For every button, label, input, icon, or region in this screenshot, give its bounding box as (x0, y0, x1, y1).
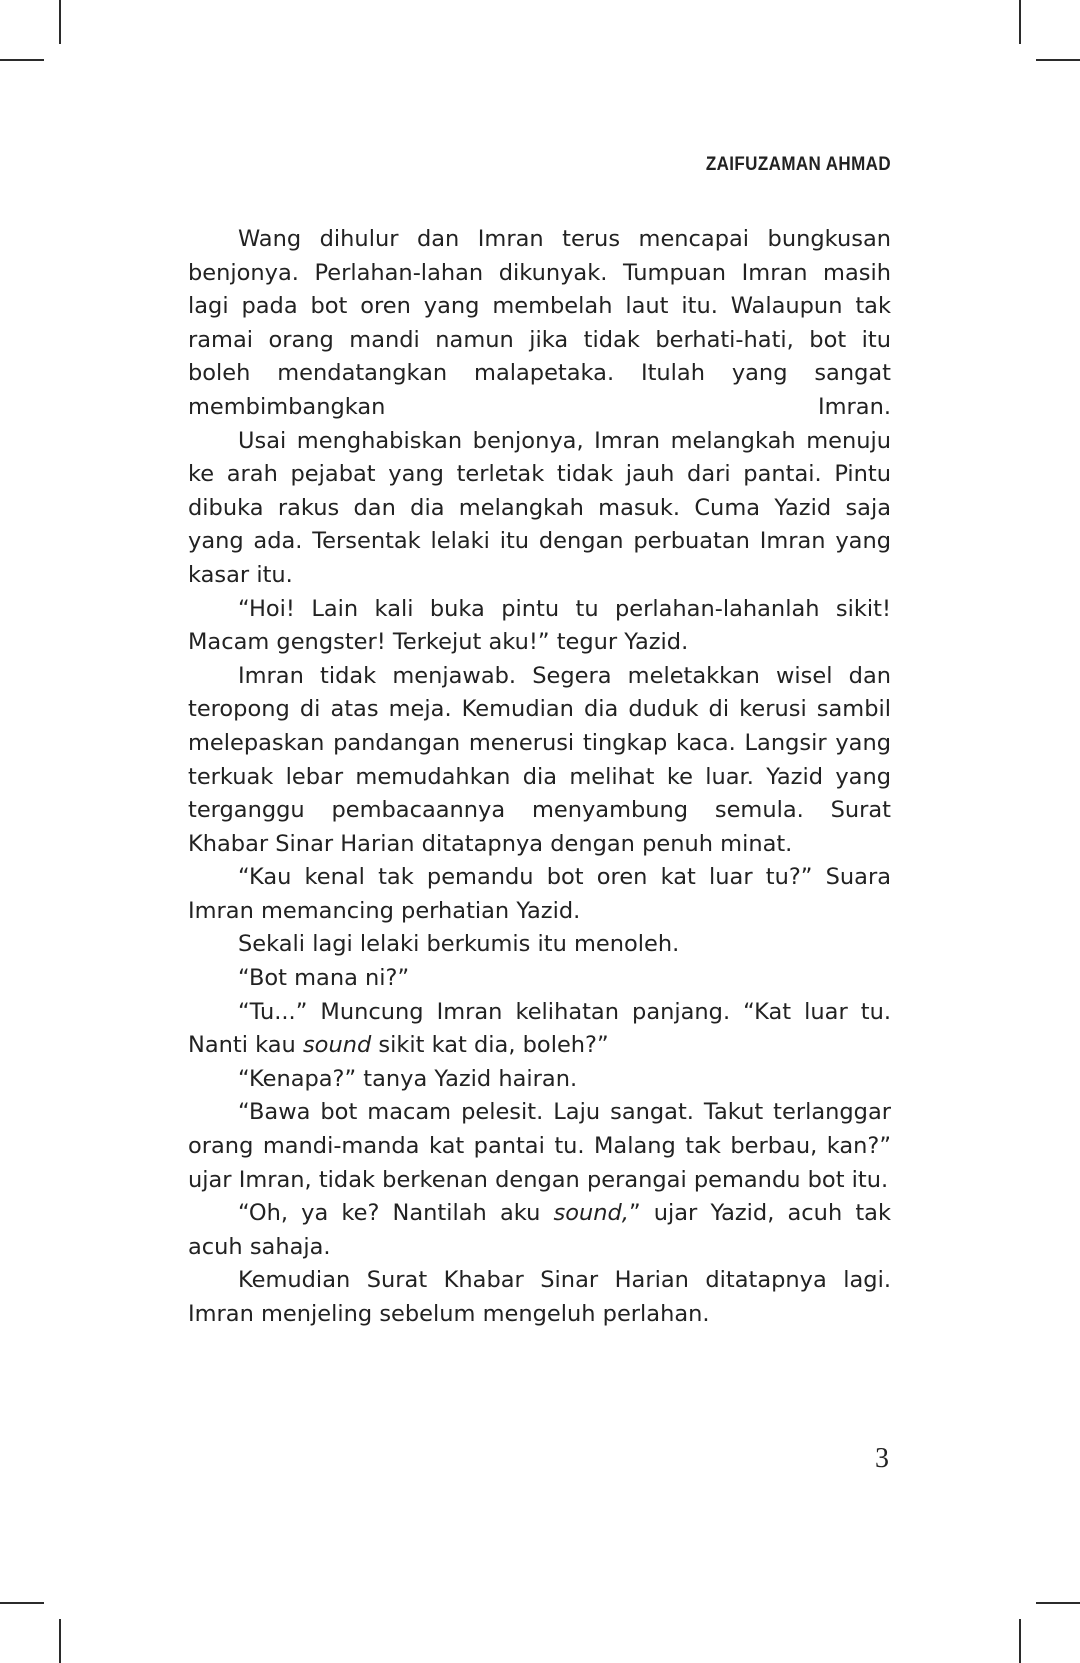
paragraph: “Hoi! Lain kali buka pintu tu perlahan-lahanlah sikit! Macam gengster! Terkejut aku!” tegur Yazid. (188, 595, 891, 656)
paragraph: “Kau kenal tak pemandu bot oren kat luar tu?” Suara Imran memancing perhatian Yazid. (188, 864, 891, 924)
body-text (188, 223, 891, 1332)
paragraph: Wang dihulur dan Imran terus mencapai bungkusan benjonya. Perlahan-lahan dikunyak. Tumpuan Imran masih lagi pada bot oren yang membelah laut itu. Walaupun tak ramai orang mandi namun jika tidak berhati-hati, bot itu boleh mendatangkan malapetaka. Itulah yang sangat membimbangkan Imran. (188, 226, 891, 420)
dialogue-text: sikit kat dia, boleh?” (371, 1032, 609, 1059)
crop-mark-top-left-vertical (59, 0, 61, 44)
paragraph: Sekali lagi lelaki berkumis itu menoleh. (238, 931, 680, 958)
crop-mark-top-right-horizontal (1036, 59, 1080, 61)
paragraph: Usai menghabiskan benjonya, Imran melangkah menuju ke arah pejabat yang terletak tidak jauh dari pantai. Pintu dibuka rakus dan dia melangkah masuk. Cuma Yazid saja yang ada. Tersentak lelaki itu dengan perbuatan Imran yang kasar itu. (188, 427, 891, 588)
paragraph: “Kenapa?” tanya Yazid hairan. (238, 1065, 578, 1092)
crop-mark-bottom-right-horizontal (1036, 1602, 1080, 1604)
italic-word: sound (302, 1032, 372, 1059)
crop-mark-top-right-vertical (1019, 0, 1021, 44)
dialogue-text: “Tu...” Muncung Imran kelihatan panjang. “Kat luar tu. Nanti kau (188, 998, 891, 1059)
crop-mark-bottom-right-vertical (1019, 1619, 1021, 1663)
crop-mark-top-left-horizontal (0, 59, 44, 61)
paragraph (188, 996, 891, 1063)
paragraph: Kemudian Surat Khabar Sinar Harian ditatapnya lagi. Imran menjeling sebelum mengeluh perlahan. (188, 1267, 891, 1327)
crop-mark-bottom-left-horizontal (0, 1602, 44, 1604)
paragraph: Imran tidak menjawab. Segera meletakkan wisel dan teropong di atas meja. Kemudian dia duduk di kerusi sambil melepaskan pandangan menerusi tingkap kaca. Langsir yang terkuak lebar memudahkan dia melihat ke luar. Yazid yang terganggu pembacaannya menyambung semula. Surat Khabar Sinar Harian ditatapnya dengan penuh minat. (188, 662, 891, 857)
crop-mark-bottom-left-vertical (59, 1619, 61, 1663)
dialogue-text: ” ujar Yazid, acuh tak acuh sahaja. (188, 1200, 891, 1260)
dialogue-text: “Oh, ya ke? Nantilah aku (238, 1200, 554, 1227)
page-number: 3 (875, 1443, 889, 1474)
paragraph (188, 1197, 891, 1264)
italic-word: sound, (553, 1200, 629, 1227)
paragraph: “Bawa bot macam pelesit. Laju sangat. Takut terlanggar orang mandi-manda kat pantai tu. Malang tak berbau, kan?” ujar Imran, tidak berkenan dengan perangai pemandu bot itu. (188, 1099, 891, 1193)
paragraph: “Bot mana ni?” (238, 965, 410, 992)
running-head-author: ZAIFUZAMAN AHMAD (705, 153, 891, 175)
